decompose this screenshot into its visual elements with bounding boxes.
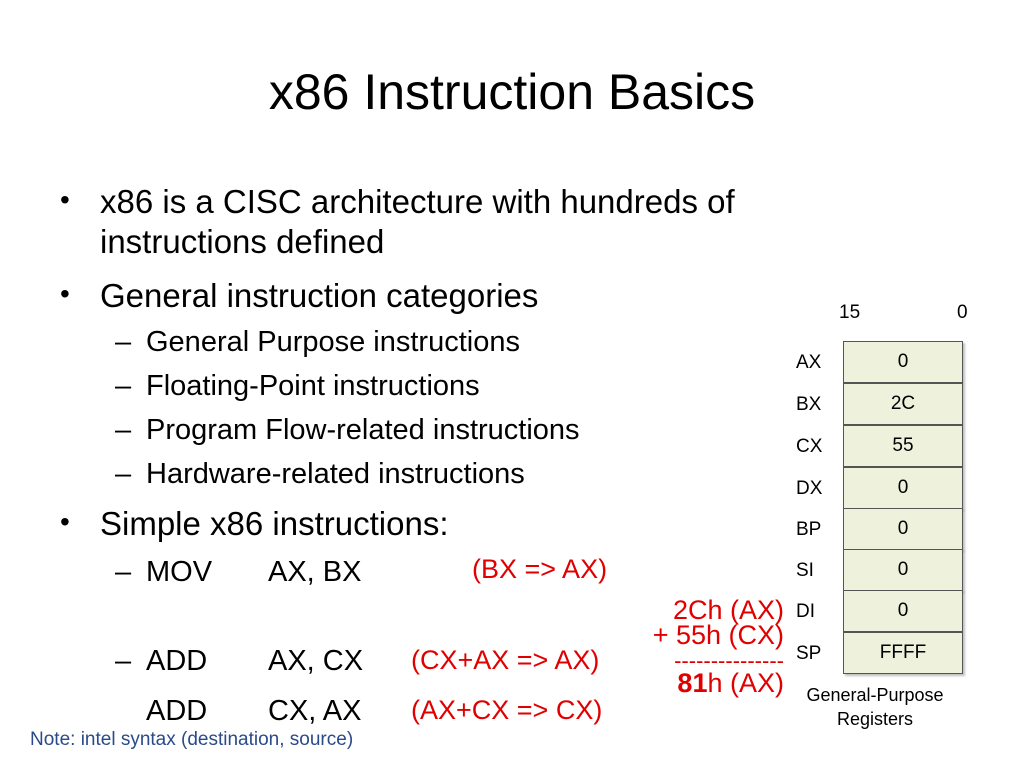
register-caption-line-2: Registers bbox=[836, 709, 914, 729]
register-name: AX bbox=[796, 352, 822, 373]
bullet-1-line-2: instructions defined bbox=[100, 223, 385, 260]
sub-bullet-dash: – bbox=[115, 370, 132, 402]
instruction-effect: (BX => AX) bbox=[472, 554, 608, 584]
register-cell-sp: FFFF bbox=[843, 632, 963, 674]
register-caption bbox=[790, 683, 960, 731]
category-item: Program Flow-related instructions bbox=[146, 414, 580, 446]
category-item: Hardware-related instructions bbox=[146, 458, 525, 490]
calc-separator: --------------- bbox=[674, 648, 784, 673]
register-name: DI bbox=[796, 601, 815, 622]
instruction-opcode: ADD bbox=[146, 695, 208, 727]
bullet-1-line-1: x86 is a CISC architecture with hundreds of bbox=[100, 183, 735, 220]
calc-line-2: + 55h (CX) bbox=[652, 620, 784, 650]
bullet-3-text: Simple x86 instructions: bbox=[100, 505, 449, 542]
register-name: SP bbox=[796, 643, 822, 664]
instruction-operands: AX, CX bbox=[268, 645, 364, 677]
calc-result-suffix: h (AX) bbox=[707, 668, 784, 698]
register-cell-di: 0 bbox=[843, 590, 963, 632]
instruction-operands: AX, BX bbox=[268, 556, 362, 588]
category-item: Floating-Point instructions bbox=[146, 370, 480, 402]
slide-title: x86 Instruction Basics bbox=[268, 64, 756, 120]
calc-result-value: 81 bbox=[677, 668, 708, 698]
bullet-dot: • bbox=[60, 184, 70, 215]
instruction-effect: (CX+AX => AX) bbox=[411, 645, 600, 675]
syntax-footnote: Note: intel syntax (destination, source) bbox=[30, 729, 354, 750]
instruction-operands: CX, AX bbox=[268, 695, 362, 727]
sub-bullet-dash: – bbox=[115, 326, 132, 358]
register-cell-bp: 0 bbox=[843, 508, 963, 550]
sub-bullet-dash: – bbox=[115, 645, 132, 677]
register-name: BP bbox=[796, 519, 822, 540]
instruction-effect: (AX+CX => CX) bbox=[411, 695, 603, 725]
bullet-dot: • bbox=[60, 278, 70, 309]
register-name: BX bbox=[796, 394, 822, 415]
register-cell-cx: 55 bbox=[843, 425, 963, 467]
bit-label-high: 15 bbox=[839, 302, 861, 323]
register-name: CX bbox=[796, 436, 823, 457]
bit-label-low: 0 bbox=[957, 302, 968, 323]
register-cell-bx: 2C bbox=[843, 383, 963, 425]
register-cell-si: 0 bbox=[843, 549, 963, 591]
sub-bullet-dash: – bbox=[115, 414, 132, 446]
register-cell-ax: 0 bbox=[843, 341, 963, 383]
register-name: DX bbox=[796, 478, 823, 499]
instruction-opcode: ADD bbox=[146, 645, 208, 677]
register-caption-line-1: General-Purpose bbox=[806, 685, 944, 705]
register-name: SI bbox=[796, 560, 814, 581]
sub-bullet-dash: – bbox=[115, 458, 132, 490]
instruction-opcode: MOV bbox=[146, 556, 213, 588]
category-item: General Purpose instructions bbox=[146, 326, 520, 358]
calc-result bbox=[677, 667, 784, 699]
calc-line-1: 2Ch (AX) bbox=[672, 595, 784, 625]
bullet-dot: • bbox=[60, 506, 70, 537]
register-cell-dx: 0 bbox=[843, 467, 963, 509]
sub-bullet-dash: – bbox=[115, 556, 132, 588]
bullet-2-text: General instruction categories bbox=[100, 277, 539, 314]
